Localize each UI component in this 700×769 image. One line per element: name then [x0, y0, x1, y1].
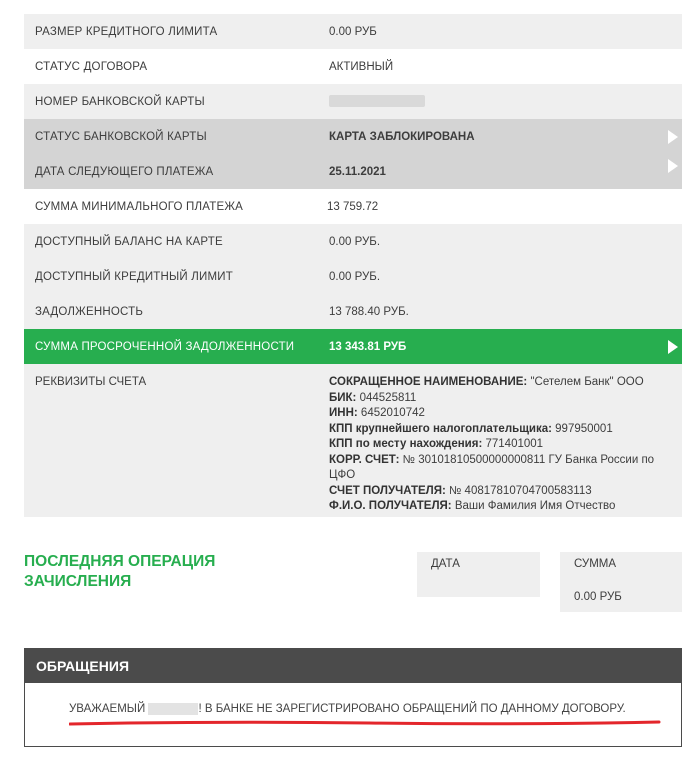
contract-details-table — [24, 14, 682, 517]
row-card-status[interactable] — [24, 119, 682, 154]
row-label: ДОСТУПНЫЙ БАЛАНС НА КАРТЕ — [35, 235, 223, 248]
appeals-title: ОБРАЩЕНИЯ — [25, 649, 681, 683]
row-label: СТАТУС ДОГОВОРА — [35, 60, 148, 73]
sum-header: СУММА — [574, 558, 617, 570]
row-label: ДОСТУПНЫЙ КРЕДИТНЫЙ ЛИМИТ — [35, 270, 233, 283]
row-value: 25.11.2021 — [329, 165, 386, 178]
row-value: КАРТА ЗАБЛОКИРОВАНА — [329, 130, 475, 143]
row-next-payment-date[interactable] — [24, 154, 682, 189]
row-label: НОМЕР БАНКОВСКОЙ КАРТЫ — [35, 95, 205, 108]
row-overdue-debt[interactable] — [24, 329, 682, 364]
last-operation-date-box — [417, 552, 540, 597]
last-operation-title: ПОСЛЕДНЯЯ ОПЕРАЦИЯ ЗАЧИСЛЕНИЯ — [24, 553, 216, 590]
expand-arrow-icon[interactable] — [668, 159, 678, 173]
row-value: 0.00 РУБ — [329, 25, 377, 38]
requisite-line: ИНН: 6452010742 — [329, 407, 425, 419]
redacted-name — [148, 703, 198, 715]
row-label: РАЗМЕР КРЕДИТНОГО ЛИМИТА — [35, 25, 218, 38]
sum-value: 0.00 РУБ — [574, 591, 622, 603]
redacted-card-number — [329, 95, 425, 107]
row-label: СУММА ПРОСРОЧЕННОЙ ЗАДОЛЖЕННОСТИ — [35, 340, 295, 353]
row-card-balance — [24, 224, 682, 259]
red-underline-annotation — [69, 719, 661, 727]
row-debt — [24, 294, 682, 329]
row-label: РЕКВИЗИТЫ СЧЕТА — [35, 376, 147, 388]
row-value: 0.00 РУБ. — [329, 235, 381, 248]
row-value: 0.00 РУБ. — [329, 270, 381, 283]
requisite-line: КОРР. СЧЕТ: № 30101810500000000811 ГУ Банка России по ЦФО — [329, 453, 655, 481]
row-label: СТАТУС БАНКОВСКОЙ КАРТЫ — [35, 130, 207, 143]
requisite-line: СЧЕТ ПОЛУЧАТЕЛЯ: № 40817810704700583113 — [329, 484, 592, 497]
appeals-panel — [24, 648, 682, 747]
date-header: ДАТА — [431, 558, 460, 570]
requisite-line: БИК: 044525811 — [329, 391, 417, 404]
row-label: ЗАДОЛЖЕННОСТЬ — [35, 305, 144, 318]
row-value: АКТИВНЫЙ — [329, 60, 394, 73]
requisite-line: СОКРАЩЕННОЕ НАИМЕНОВАНИЕ: "Сетелем Банк" ООО — [329, 376, 644, 388]
last-operation-sum-box — [560, 552, 682, 612]
row-min-payment — [24, 189, 682, 224]
requisite-line: КПП по месту нахождения: 771401001 — [329, 438, 544, 450]
row-value: 13 343.81 РУБ — [329, 340, 407, 353]
row-contract-status — [24, 49, 682, 84]
row-available-credit — [24, 259, 682, 294]
expand-arrow-icon[interactable] — [668, 340, 678, 354]
row-account-requisites — [24, 364, 682, 517]
requisite-line: КПП крупнейшего налогоплательщика: 997950001 — [329, 422, 613, 435]
row-value: 13 788.40 РУБ. — [329, 305, 409, 318]
row-credit-limit — [24, 14, 682, 49]
requisites-details — [329, 375, 669, 515]
row-label: СУММА МИНИМАЛЬНОГО ПЛАТЕЖА — [35, 200, 244, 213]
row-label: ДАТА СЛЕДУЮЩЕГО ПЛАТЕЖА — [35, 165, 214, 178]
row-value: 13 759.72 — [327, 200, 379, 213]
row-value — [329, 95, 425, 107]
row-card-number — [24, 84, 682, 119]
appeals-message: УВАЖАЕМЫЙ ! В БАНКЕ НЕ ЗАРЕГИСТРИРОВАНО ОБРАЩЕНИЙ ПО ДАННОМУ ДОГОВОРУ. — [69, 703, 626, 716]
requisite-line: Ф.И.О. ПОЛУЧАТЕЛЯ: Ваши Фамилия Имя Отчество — [329, 500, 616, 512]
expand-arrow-icon[interactable] — [668, 130, 678, 144]
